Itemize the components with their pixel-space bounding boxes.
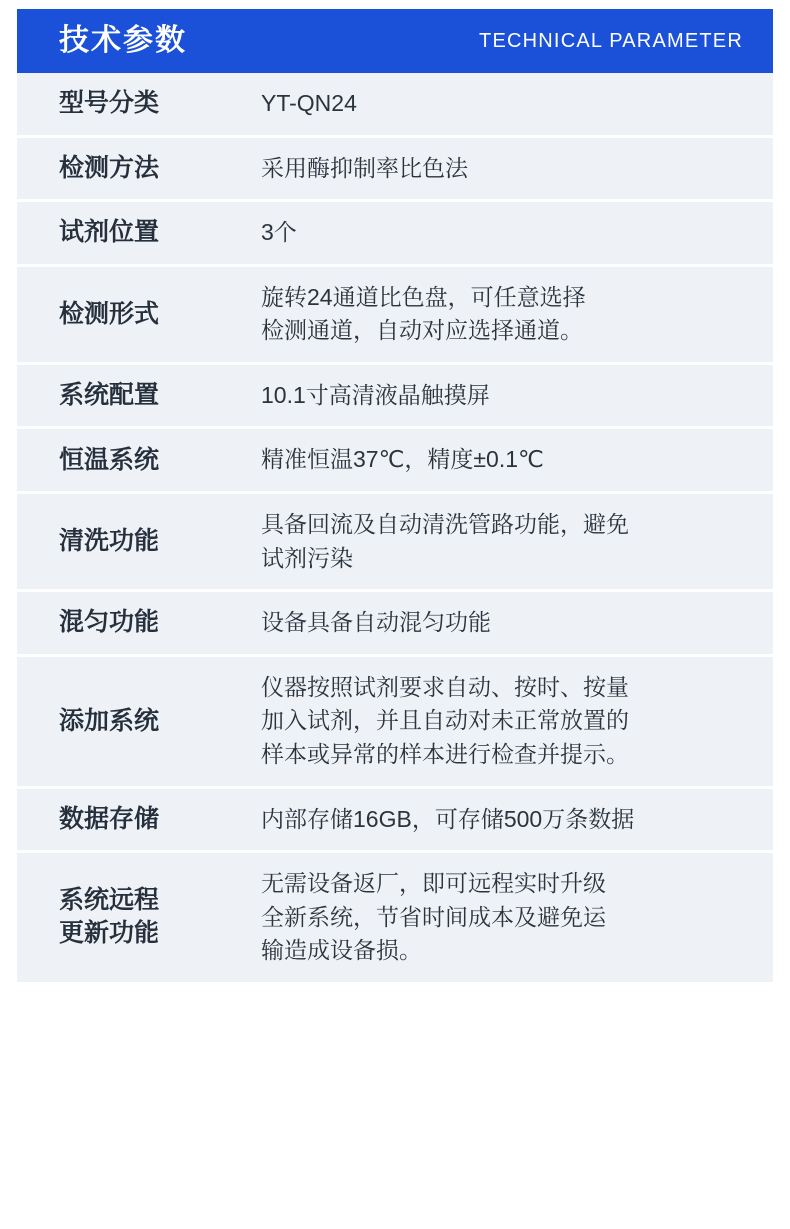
row-value <box>261 201 773 266</box>
row-label-line: 数据存储 <box>59 804 160 833</box>
row-value-line: 10.1寸高清液晶触摸屏 <box>261 381 490 408</box>
row-label <box>17 201 261 266</box>
table-row <box>17 655 773 787</box>
table-row <box>17 591 773 656</box>
page-bottom-spacer <box>0 985 790 1005</box>
row-value <box>261 591 773 656</box>
row-value-line: 样本或异常的样本进行检查并提示。 <box>261 740 629 767</box>
row-label <box>17 363 261 428</box>
row-value <box>261 363 773 428</box>
row-label-line: 检测方法 <box>59 153 160 182</box>
row-value-line: 具备回流及自动清洗管路功能，避免 <box>261 511 629 538</box>
row-label-line: 恒温系统 <box>59 445 160 474</box>
row-value-line: 加入试剂，并且自动对未正常放置的 <box>261 707 629 734</box>
row-label-line: 系统远程 <box>59 886 160 915</box>
row-value-line: 旋转24通道比色盘，可任意选择 <box>261 283 586 310</box>
row-label <box>17 136 261 201</box>
row-label-line: 混匀功能 <box>59 608 160 637</box>
row-value-line: 无需设备返厂，即可远程实时升级 <box>261 870 606 897</box>
spec-header <box>17 9 773 73</box>
row-value-line: 检测通道，自动对应选择通道。 <box>261 317 583 344</box>
table-row <box>17 428 773 493</box>
page-title-en: TECHNICAL PARAMETER <box>479 30 743 52</box>
row-label <box>17 265 261 363</box>
row-value <box>261 787 773 852</box>
table-row <box>17 787 773 852</box>
row-label-line: 试剂位置 <box>59 218 160 247</box>
row-value-line: 设备具备自动混匀功能 <box>261 609 491 636</box>
row-value-line: 试剂污染 <box>261 544 353 571</box>
table-row <box>17 852 773 984</box>
row-value <box>261 493 773 591</box>
row-value-line: 仪器按照试剂要求自动、按时、按量 <box>261 673 629 700</box>
row-value-line: 精准恒温37℃，精度±0.1℃ <box>261 446 544 473</box>
row-label <box>17 852 261 984</box>
row-value <box>261 136 773 201</box>
row-value-line: 内部存储16GB，可存储500万条数据 <box>261 805 635 832</box>
row-label <box>17 428 261 493</box>
row-value <box>261 73 773 136</box>
row-label-line: 更新功能 <box>59 919 160 948</box>
row-value <box>261 428 773 493</box>
row-label-line: 清洗功能 <box>59 527 160 556</box>
table-row <box>17 265 773 363</box>
table-row <box>17 136 773 201</box>
row-value <box>261 655 773 787</box>
row-label <box>17 73 261 136</box>
row-label-line: 系统配置 <box>59 381 160 410</box>
technical-parameter-table <box>17 73 773 985</box>
page-title-cn: 技术参数 <box>59 24 187 57</box>
row-label <box>17 787 261 852</box>
table-row <box>17 73 773 136</box>
row-value <box>261 265 773 363</box>
row-label-line: 添加系统 <box>59 706 160 735</box>
table-body <box>17 73 773 983</box>
row-label-line: 型号分类 <box>59 89 160 118</box>
table-row <box>17 493 773 591</box>
row-label <box>17 655 261 787</box>
row-label <box>17 591 261 656</box>
row-label <box>17 493 261 591</box>
row-value-line: 3个 <box>261 219 297 246</box>
row-label-line: 检测形式 <box>59 299 160 328</box>
row-value-line: 采用酶抑制率比色法 <box>261 154 468 181</box>
row-value-line: 全新系统，节省时间成本及避免运 <box>261 903 606 930</box>
row-value <box>261 852 773 984</box>
table-row <box>17 201 773 266</box>
row-value-line: YT-QN24 <box>261 90 357 116</box>
row-value-line: 输造成设备损。 <box>261 937 422 964</box>
table-row <box>17 363 773 428</box>
spec-sheet-page <box>0 9 790 1229</box>
